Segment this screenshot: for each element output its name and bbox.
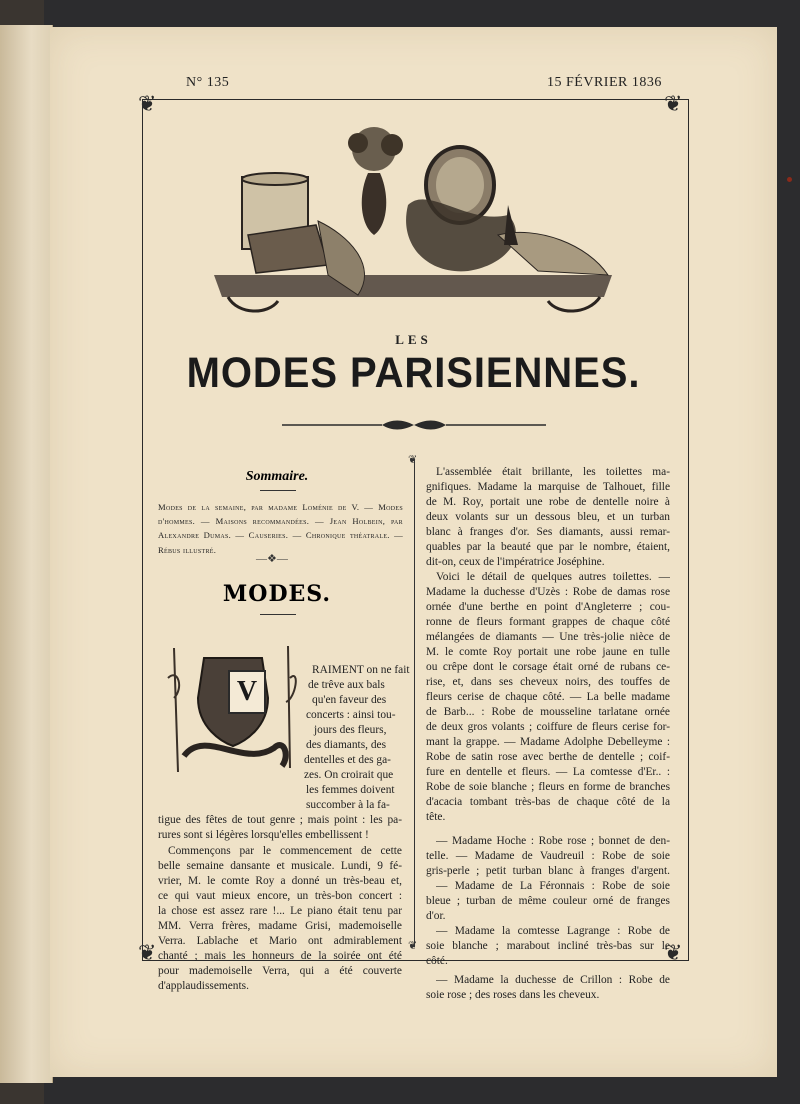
text-line: d'applaudissements.: [158, 980, 249, 992]
masthead-title: MODES PARISIENNES.: [186, 349, 641, 397]
text-line: ronne de fleurs formant grappes de chaque côté: [426, 616, 670, 628]
text-line: de deux gros volants ; coiffure de fleurs cerise for-: [426, 721, 670, 733]
text-line: blanc à franges d'or. Ses diamants, aussi remar-: [426, 526, 670, 538]
text-line: — Madame Hoche : Robe rose ; bonnet de den-: [436, 835, 670, 847]
text-line: Commençons par le commencement de cette: [168, 845, 402, 857]
ink-spot: [787, 177, 792, 182]
small-ornament-icon: —❖—: [256, 553, 288, 565]
text-line: — Madame de La Féronnais : Robe de soie: [436, 880, 670, 892]
text-line: d'or.: [426, 910, 446, 922]
text-line: dentelles et des ga-: [304, 754, 391, 766]
text-line: fleurs cerise de chaque côté. — La belle madame: [426, 691, 670, 703]
text-line: Voici le détail de quelques autres toilettes. —: [436, 571, 670, 583]
corner-ornament-icon: ❦: [138, 91, 157, 116]
text-line: soie rose ; des roses dans les cheveux.: [426, 989, 600, 1001]
column-ornament-icon: ❦: [408, 454, 418, 466]
text-line: bleue ; turban de même couleur orné de franges: [426, 895, 670, 907]
text-line: Madame la duchesse d'Uzès : Robe de damas rose: [426, 586, 670, 598]
text-line: jours des fleurs,: [314, 724, 387, 736]
text-line: M. le comte Roy portait une robe jaune en tulle: [426, 646, 670, 658]
text-line: belle semaine dansante et musicale. Lundi, 9 fé-: [158, 860, 402, 872]
text-line: la chose est assez rare !... Le piano était tenu par: [158, 905, 402, 917]
text-line: ce qui vaut mieux encore, un très-bon concert :: [158, 890, 402, 902]
still-life-engraving: [208, 125, 618, 323]
text-line: gnifiques. Madame la marquise de Talhouet, fille: [426, 481, 670, 493]
corner-ornament-icon: ❦: [664, 940, 683, 965]
column-ornament-icon: ❦: [408, 940, 418, 952]
text-line: tête.: [426, 811, 446, 823]
drop-cap-letter: V: [228, 670, 266, 714]
text-line: les femmes doivent: [306, 784, 395, 796]
text-line: de Barb... : Robe de mousseline tarlatane ornée: [426, 706, 670, 718]
issue-date: 15 FÉVRIER 1836: [547, 75, 662, 90]
text-line: qu'en faveur des: [312, 694, 387, 706]
text-line: côté.: [426, 955, 448, 967]
column-divider: [414, 459, 415, 947]
text-line: gris-perle ; petit turban blanc à franges d'argent.: [426, 865, 670, 877]
sommaire-heading: Sommaire.: [245, 469, 309, 484]
text-line: fure en dentelle et fleurs. — La comtesse d'Er.. :: [426, 766, 670, 778]
text-line: mant la grappe. — Madame Adolphe Debelleyme :: [426, 736, 670, 748]
corner-ornament-icon: ❦: [138, 940, 157, 965]
text-line: — Madame la duchesse de Crillon : Robe de: [436, 974, 670, 986]
text-line: de trêve aux bals: [308, 679, 385, 691]
text-line: rise, et, dans ses cheveux noirs, des touffes de: [426, 676, 670, 688]
sommaire-rule: [260, 490, 296, 491]
corner-ornament-icon: ❦: [664, 91, 683, 116]
text-line: deux volants sur un dessous bleu, et un turban: [426, 511, 670, 523]
text-line: vrier, M. le comte Roy a donné un très-beau et,: [158, 875, 402, 887]
text-line: d'acacia tombant très-bas de chaque côté de la: [426, 796, 670, 808]
text-line: telle. — Madame de Vaudreuil : Robe de soie: [426, 850, 670, 862]
previous-page-edge: [0, 25, 53, 1083]
text-line: pour mademoiselle Verra, qui a été couverte: [158, 965, 402, 977]
text-line: Robe de soie blanche ; fleurs en forme de branches: [426, 781, 670, 793]
masthead-les: LES: [395, 332, 432, 347]
text-line: MM. Verra frères, madame Grisi, mademoiselle: [158, 920, 402, 932]
section-heading: MODES.: [222, 581, 332, 607]
text-line: concerts : ainsi tou-: [306, 709, 396, 721]
section-rule: [260, 614, 296, 615]
title-ornament-rule: [282, 419, 546, 431]
text-line: rures sont si légères lorsqu'elles embellissent !: [158, 829, 369, 841]
text-line: Verra. Lablache et Mario ont admirablement: [158, 935, 402, 947]
text-line: zes. On croirait que: [304, 769, 394, 781]
text-line: ou crêpe dont le corsage était orné de rubans ce-: [426, 661, 670, 673]
text-line: des diamants, des: [306, 739, 387, 751]
text-line: soie blanche ; marabout incliné très-bas sur le: [426, 940, 670, 952]
text-line: dit-on, ceux de l'impératrice Joséphine.: [426, 556, 605, 568]
text-line: quables par la beauté que par le nombre, étaient,: [426, 541, 670, 553]
text-line: mélangées de diamants — Une très-jolie nièce de: [426, 631, 670, 643]
sommaire-text: Modes de la semaine, par madame Loménie de V. — Modes d'hommes. — Maisons recommandées. — Jean Holbein, par Alexandre Dumas. — Causeries. — Chronique théatrale. — Rébus illustré.: [158, 502, 403, 555]
text-line: chanté ; mais les honneurs de la soirée ont été: [158, 950, 402, 962]
text-line: Robe de satin rose avec berthe de dentelle ; coif-: [426, 751, 670, 763]
text-line: de M. Roy, portait une robe de dentelle noire à: [426, 496, 670, 508]
journal-page: [50, 27, 777, 1077]
text-line: tigue des fêtes de tout genre ; mais point : les pa-: [158, 814, 402, 826]
text-line: L'assemblée était brillante, les toilettes ma-: [436, 466, 670, 478]
text-line: RAIMENT on ne fait: [312, 664, 410, 676]
text-line: ornée d'une berthe en point d'Angleterre ; cou-: [426, 601, 670, 613]
text-line: — Madame la comtesse Lagrange : Robe de: [436, 925, 670, 937]
issue-number: N° 135: [186, 75, 230, 90]
text-line: succomber à la fa-: [306, 799, 390, 811]
